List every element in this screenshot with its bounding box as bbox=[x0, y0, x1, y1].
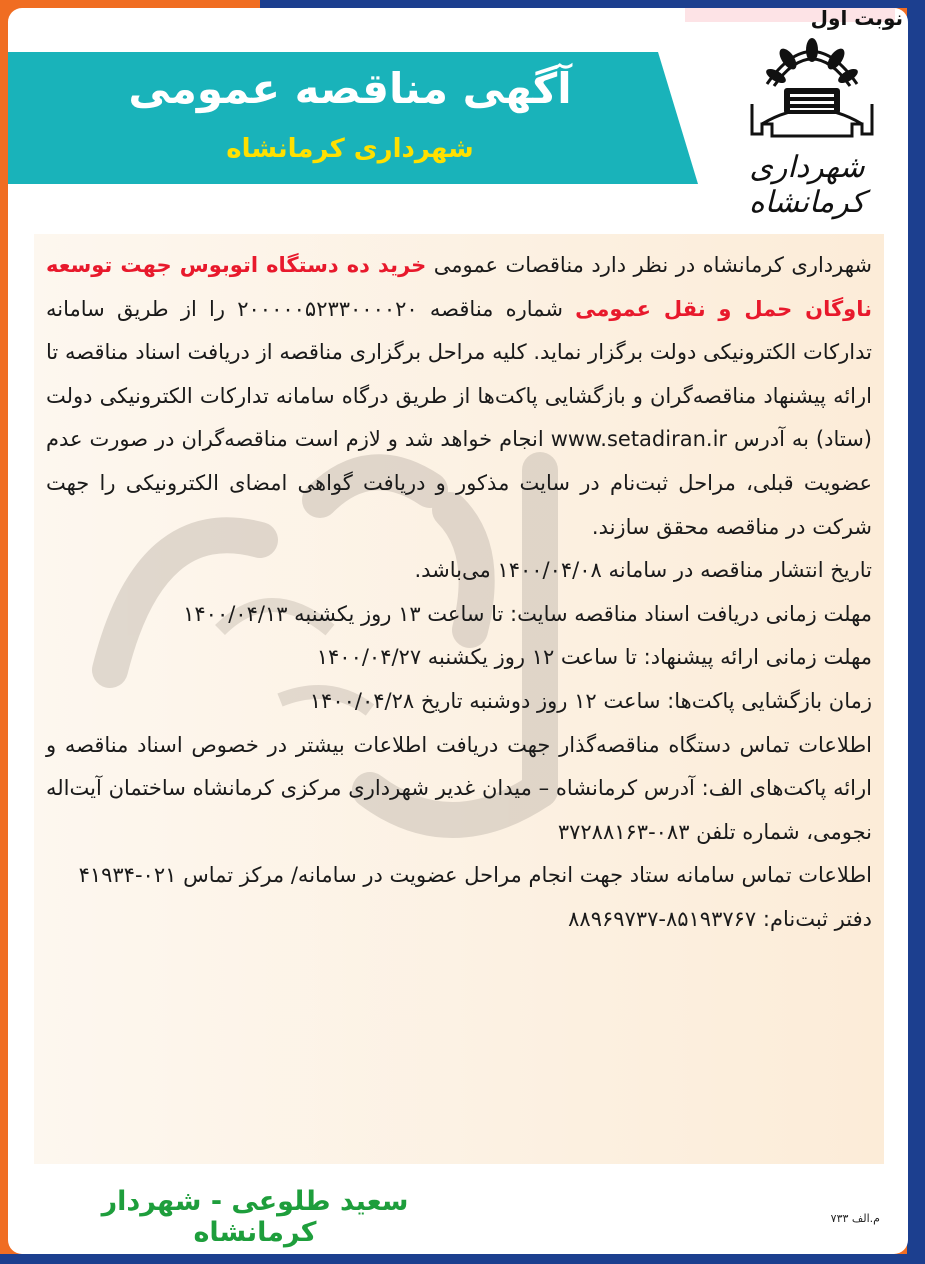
tender-subject: خرید ده دستگاه اتوبوس جهت توسعه ناوگان حمل و نقل عمومی bbox=[46, 253, 872, 321]
offer-deadline: مهلت زمانی ارائه پیشنهاد: تا ساعت ۱۲ روز یکشنبه ۱۴۰۰/۰۴/۲۷ bbox=[316, 645, 872, 670]
setad-url: www.setadiran.ir bbox=[550, 427, 728, 452]
notice-title: آگهی مناقصه عمومی bbox=[128, 64, 572, 113]
intro-text-c: انجام خواهد شد و لازم است مناقصه‌گران در صورت عدم عضویت قبلی، مراحل ثبت‌نام در سایت مذکور و دریافت گواهی امضای الکترونیکی را جهت شرکت در مناقصه محقق سازند. bbox=[46, 427, 872, 539]
notice-body bbox=[46, 244, 872, 942]
notice-subtitle: شهرداری کرمانشاه bbox=[226, 134, 474, 164]
frame-navy-bottom bbox=[0, 1254, 925, 1264]
ad-code: م.الف ۷۳۳ bbox=[830, 1212, 880, 1225]
logo-caption: شهرداری کرمانشاه bbox=[748, 150, 865, 220]
organizer-contact: اطلاعات تماس دستگاه مناقصه‌گذار جهت دریافت اطلاعات بیشتر در خصوص اسناد مناقصه و ارائه پاکت‌های الف: آدرس کرمانشاه – میدان غدیر شهرداری مرکزی کرمانشاه ساختمان آیت‌اله نجومی، شماره تلفن ۰۸۳-۳۷۲۸۸۱۶۳ bbox=[46, 732, 872, 844]
setad-contact: اطلاعات تماس سامانه ستاد جهت انجام مراحل عضویت در سامانه/ مرکز تماس ۰۲۱-۴۱۹۳۴ bbox=[78, 863, 872, 888]
publish-date: تاریخ انتشار مناقصه در سامانه ۱۴۰۰/۰۴/۰۸ می‌باشد. bbox=[414, 558, 872, 583]
intro-text-a: شهرداری کرمانشاه در نظر دارد مناقصات عمومی bbox=[426, 253, 872, 277]
docs-deadline: مهلت زمانی دریافت اسناد مناقصه سایت: تا ساعت ۱۳ روز یکشنبه ۱۴۰۰/۰۴/۱۳ bbox=[183, 601, 872, 626]
frame-navy-right bbox=[907, 0, 925, 1264]
opening-time: زمان بازگشایی پاکت‌ها: ساعت ۱۲ روز دوشنبه تاریخ ۱۴۰۰/۰۴/۲۸ bbox=[309, 688, 872, 713]
mayor-signature: سعید طلوعی - شهردار کرمانشاه bbox=[101, 1186, 409, 1248]
round-label: نوبت اول bbox=[810, 6, 903, 30]
intro-text-b: شماره مناقصه ۲۰۰۰۰۰۵۲۳۳۰۰۰۰۲۰ را از طریق سامانه تدارکات الکترونیکی دولت برگزار نماید. کلیه مراحل برگزاری مناقصه از دریافت اسناد مناقصه تا ارائه پیشنهاد مناقصه‌گران و بازگشایی پاکت‌ها از طریق درگاه سامانه تدارکات الکترونیکی دولت (ستاد) به آدرس bbox=[46, 296, 872, 452]
registry-office: دفتر ثبت‌نام: ۸۵۱۹۳۷۶۷-۸۸۹۶۹۷۳۷ bbox=[568, 906, 872, 931]
intro-paragraph bbox=[46, 244, 872, 549]
